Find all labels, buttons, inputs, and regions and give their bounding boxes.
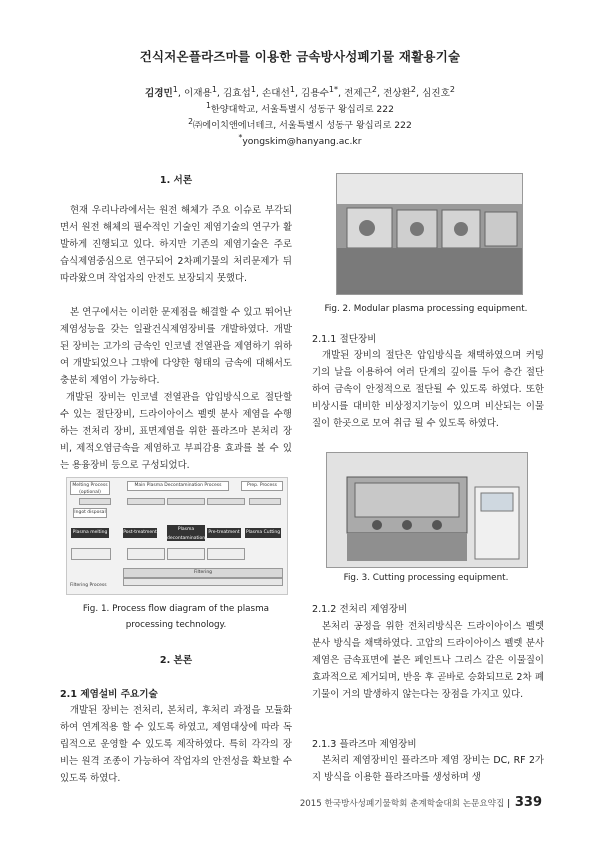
- intro-paragraph-3: 개발된 장비는 인코넬 전열관을 압입방식으로 절단할 수 있는 절단장비, 드라이아이스 펠렛 분사 제염을 수행하는 전처리 장비, 표면제염을 위한 플라즈마 본처리 장비, 제적오염금속을 제염하고 부피감용 효과를 볼 수 있는 용융장비 등으로 구성되었다.: [60, 392, 292, 471]
- affiliation-2: $^2$㈜에이치앤에너테크, 서울특별시 성동구 왕십리로 222: [188, 117, 412, 132]
- flow-plasma-cutting: Plasma Cutting: [245, 528, 281, 538]
- corresponding-email: *yongskim@hanyang.ac.kr: [238, 133, 362, 148]
- flow-filtering-bar: Filtering: [123, 568, 283, 578]
- subsection-heading-2-1-1: 2.1.1 절단장비: [312, 334, 377, 345]
- flow-small-box-4: [207, 498, 245, 505]
- affiliation-1: $^1$한양대학교, 서울특별시 성동구 왕십리로 222: [206, 101, 394, 116]
- process-flow-diagram: [66, 477, 288, 595]
- fig3-caption: Fig. 3. Cutting processing equipment.: [343, 573, 509, 583]
- flow-prep-label: Prep. Process: [241, 481, 283, 491]
- flow-monitoring-bar: [123, 578, 283, 586]
- flow-small-box-1: [79, 498, 111, 505]
- footer-separator: |: [506, 799, 511, 809]
- flow-plasma-melting: Plasma melting: [71, 528, 109, 538]
- paragraph-2-1-3: 본처리 제염장비인 플라즈마 제염 장비는 DC, RF 2가지 방식을 이용한 플라즈마를 생성하며 생: [312, 755, 544, 783]
- flow-note-1: [127, 548, 165, 560]
- paragraph-2-1-2: 본처리 공정을 위한 전처리방식은 드라이아이스 펠렛 분사 방식을 채택하였다. 고압의 드라이아이스 펠렛 분사 제염은 금속표면에 붙은 페인트나 그리스 같은 이물질이 효과적으로 제거되며, 반응 후 곧바로 승화되므로 2차 폐기물이 거의 발생하지 않는다는 장점을 가지고 있다.: [312, 621, 544, 700]
- subsection-heading-2-1-2: 2.1.2 전처리 제염장비: [312, 604, 408, 615]
- cutting-equipment-photo: [326, 452, 528, 568]
- flow-note-2: [167, 548, 205, 560]
- flow-main-label: Main Plasma Decontamination Process: [127, 481, 229, 491]
- intro-paragraph-2: 본 연구에서는 이러한 문제점을 해결할 수 있고 뛰어난 제염성능을 갖는 일괄건식제염장비를 개발하였다. 개발된 장비는 고가의 금속인 인코넬 전열관을 제염하기 위하여 개발되었으나 그밖에 다양한 형태의 금속에 대해서도 충분히 제염이 가능하다.: [60, 307, 292, 386]
- paragraph-2-1-1: 개발된 장비의 절단은 압입방식을 채택하였으며 커팅기의 날을 이용하여 여러 단계의 깊이를 두어 층간 절단하여 금속이 안정적으로 절단될 수 있도록 하였다. 또한 비상시를 대비한 비상정지기능이 있으며 비산되는 이물질이 한곳으로 모여 취급 될 수 있도록 하였다.: [312, 350, 544, 429]
- section-heading-body: 2. 본론: [159, 655, 193, 666]
- flow-ingot-box: Ingot disposal: [73, 508, 107, 518]
- paragraph-2-1: 개발된 장비는 전처리, 본처리, 후처리 과정을 모듈화하여 연계적용 할 수 있도록 하였고, 제염대상에 따라 독립적으로 운영할 수 있도록 제작하였다. 특히 각각의 장비는 원격 조종이 가능하여 작업자의 안전성을 확보할 수 있도록 하였다.: [60, 705, 292, 784]
- fig2-caption: Fig. 2. Modular plasma processing equipment.: [324, 304, 528, 314]
- modular-plasma-equipment-photo: [336, 173, 523, 295]
- author-list: 김경민$^1$, 이재용$^1$, 김효섭$^1$, 손대선$^1$, 김용수$^{1*}$, 전제근$^2$, 전상환$^2$, 심진호$^2$: [144, 85, 455, 100]
- flow-note-4: [71, 548, 111, 560]
- lead-author: 김경민: [144, 88, 173, 100]
- flow-filtering-process-label: Filtering Process: [70, 582, 110, 590]
- page-number: 339: [514, 795, 542, 810]
- section-heading-intro: 1. 서론: [159, 175, 193, 186]
- subsection-heading-2-1-3: 2.1.3 플라즈마 제염장비: [312, 739, 417, 750]
- page-footer: [300, 795, 542, 810]
- flow-note-3: [207, 548, 245, 560]
- flow-plasma-decon: Plasma decontamination: [167, 527, 206, 541]
- flow-small-box-3: [167, 498, 205, 505]
- flow-post-treatment: Post-treatment: [123, 528, 157, 538]
- flow-small-box-2: [127, 498, 165, 505]
- flow-melting-label: Melting Process (optional): [70, 481, 110, 495]
- paper-title: 건식저온플라즈마를 이용한 금속방사성폐기물 재활용기술: [139, 49, 461, 64]
- intro-paragraph-1: 현재 우리나라에서는 원전 해체가 주요 이슈로 부각되면서 원전 해체의 필수적인 기술인 제염기술의 연구가 활발하게 진행되고 있다. 하지만 기존의 제염기술은 주로 습식제염중심으로 연구되어 2차폐기물의 처리문제가 뒤따라왔으며 작업자의 안전도 보장되지 못했다.: [60, 205, 292, 284]
- flow-small-box-5: [249, 498, 281, 505]
- footer-text: 2015 한국방사성폐기물학회 춘계학술대회 논문요약집: [299, 799, 505, 809]
- flow-pre-treatment: Pre-treatment: [207, 528, 241, 538]
- fig1-caption: Fig. 1. Process flow diagram of the plasma processing technology.: [82, 604, 270, 630]
- subsection-heading-2-1: 2.1 제염설비 주요기술: [60, 689, 158, 700]
